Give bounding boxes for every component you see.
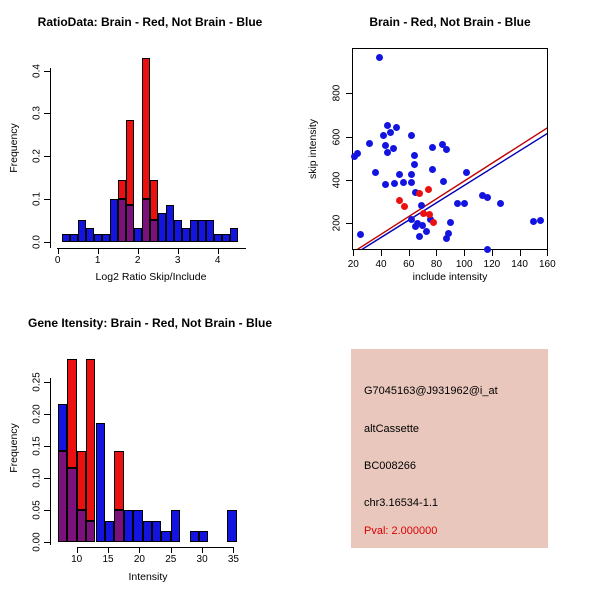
x-axis-line [77, 547, 234, 548]
y-axis-line [50, 68, 51, 248]
hist-bar-blue [199, 531, 208, 542]
x-tick-label: 30 [196, 554, 208, 565]
y-axis-tick [44, 382, 50, 383]
hist-bar-blue [134, 228, 142, 242]
x-tick-label: 35 [227, 554, 239, 565]
hist-bar-overlap [86, 521, 95, 542]
scatter-point-blue [418, 202, 425, 209]
y-tick-label: 0.1 [31, 191, 43, 206]
hist-bar-blue [230, 228, 238, 242]
y-axis-tick [44, 113, 50, 114]
hist-bar-blue [102, 234, 110, 241]
x-axis-tick [464, 250, 465, 256]
scatter-point-blue [461, 200, 468, 207]
hist-bar-overlap [58, 451, 67, 542]
y-axis-tick [346, 223, 352, 224]
x-axis-tick [381, 250, 382, 256]
x-tick-label: 3 [174, 255, 181, 266]
hist-bar-blue [96, 423, 105, 541]
x-axis-tick [178, 248, 179, 254]
hist-bar-blue [94, 234, 102, 241]
info-text: G7045163@J931962@i_at [364, 385, 498, 397]
y-tick-label: 0.3 [31, 106, 43, 121]
info-text: BC008266 [364, 460, 416, 472]
y-axis-tick [346, 137, 352, 138]
scatter-point-blue [411, 152, 418, 159]
hist-bar-blue [86, 228, 94, 242]
hist-bar-blue [161, 531, 170, 542]
info-panel [351, 349, 548, 548]
scatter-point-blue [484, 194, 491, 201]
x-axis-tick [58, 248, 59, 254]
y-tick-label: 0.10 [31, 467, 43, 488]
hist-bar-blue [58, 404, 67, 451]
y-axis-tick [44, 156, 50, 157]
x-axis-tick [77, 547, 78, 553]
hist-bar-blue [171, 510, 180, 542]
y-tick-label: 0.4 [31, 63, 43, 78]
ratio-histogram-title: RatioData: Brain - Red, Not Brain - Blue [37, 15, 263, 29]
x-axis-tick [409, 250, 410, 256]
x-tick-label: 40 [375, 259, 387, 270]
x-axis-tick [138, 248, 139, 254]
x-tick-label: 140 [511, 259, 528, 270]
hist-bar-blue [190, 220, 198, 241]
hist-bar-overlap [126, 205, 134, 241]
scatter-point-blue [408, 179, 415, 186]
y-tick-label: 400 [331, 171, 343, 189]
scatter-point-blue [393, 124, 400, 131]
hist-bar-blue [214, 234, 222, 241]
x-axis-tick [547, 250, 548, 256]
hist-bar-blue [227, 510, 236, 542]
y-axis-line [50, 378, 51, 545]
hist-bar-red [86, 359, 95, 520]
scatter-point-blue [497, 200, 504, 207]
scatter-point-blue [372, 169, 379, 176]
scatter-point-red [396, 197, 403, 204]
hist-bar-blue [166, 205, 174, 241]
x-axis-tick [436, 250, 437, 256]
hist-bar-red [114, 451, 123, 510]
y-tick-label: 0.15 [31, 435, 43, 456]
x-axis-tick [98, 248, 99, 254]
scatter-panel [300, 0, 600, 300]
hist-bar-blue [152, 521, 161, 542]
y-axis-tick [346, 180, 352, 181]
x-tick-label: 60 [403, 259, 415, 270]
x-tick-label: 4 [214, 255, 221, 266]
x-axis-tick [353, 250, 354, 256]
y-tick-label: 600 [331, 128, 343, 145]
y-tick-label: 0.25 [31, 371, 43, 392]
y-tick-label: 0.0 [31, 234, 43, 249]
x-axis-tick [218, 248, 219, 254]
x-axis-tick [139, 547, 140, 553]
y-axis-tick [44, 446, 50, 447]
scatter-point-blue [537, 217, 544, 224]
hist-bar-blue [222, 234, 230, 241]
x-axis-tick [171, 547, 172, 553]
y-axis-tick [346, 93, 352, 94]
scatter-point-blue [357, 231, 364, 238]
ratio-histogram-xlabel: Log2 Ratio Skip/Include [95, 271, 207, 283]
gene-histogram-xlabel: Intensity [128, 571, 168, 583]
hist-bar-blue [110, 199, 118, 242]
gene-histogram-ylabel: Frequency [8, 423, 20, 473]
hist-bar-overlap [150, 220, 158, 241]
x-axis-tick [108, 547, 109, 553]
hist-bar-overlap [77, 510, 86, 542]
hist-bar-blue [105, 521, 114, 542]
hist-bar-red [67, 359, 76, 468]
x-tick-label: 120 [483, 259, 501, 270]
scatter-point-blue [484, 246, 491, 253]
y-axis-tick [44, 542, 50, 543]
x-tick-label: 10 [71, 554, 83, 565]
y-tick-label: 0.2 [31, 149, 43, 164]
y-tick-label: 0.20 [31, 403, 43, 424]
scatter-point-blue [382, 142, 389, 149]
hist-bar-blue [174, 220, 182, 241]
info-text: chr3.16534-1.1 [364, 497, 438, 509]
hist-bar-overlap [67, 468, 76, 542]
x-axis-tick [520, 250, 521, 256]
hist-bar-red [150, 180, 158, 221]
hist-bar-red [126, 120, 134, 206]
hist-bar-blue [143, 521, 152, 542]
hist-bar-overlap [118, 199, 126, 242]
scatter-point-blue [429, 144, 436, 151]
x-tick-label: 0 [54, 255, 61, 266]
x-tick-label: 25 [165, 554, 177, 565]
hist-bar-blue [133, 510, 142, 542]
hist-bar-red [142, 58, 150, 199]
hist-bar-blue [124, 510, 133, 542]
hist-bar-red [77, 451, 86, 510]
ratio-histogram-ylabel: Frequency [8, 123, 20, 173]
gene-histogram-panel [0, 300, 300, 600]
x-tick-label: 20 [133, 554, 145, 565]
scatter-point-blue [454, 200, 461, 207]
pval-text: Pval: 2.000000 [364, 525, 438, 537]
hist-bar-blue [62, 234, 70, 241]
gene-histogram-title: Gene Itensity: Brain - Red, Not Brain - Blue [27, 316, 273, 330]
hist-bar-blue [158, 213, 166, 242]
x-axis-tick [492, 250, 493, 256]
x-tick-label: 20 [347, 259, 359, 270]
x-axis-tick [202, 547, 203, 553]
x-tick-label: 160 [538, 259, 556, 270]
scatter-xlabel: include intensity [412, 271, 488, 283]
scatter-point-blue [382, 181, 389, 188]
y-tick-label: 0.00 [31, 531, 43, 552]
hist-bar-blue [198, 220, 206, 241]
x-tick-label: 100 [455, 259, 473, 270]
x-tick-label: 15 [102, 554, 114, 565]
y-tick-label: 800 [331, 84, 343, 102]
scatter-point-blue [440, 178, 447, 185]
y-axis-tick [44, 510, 50, 511]
y-axis-tick [44, 414, 50, 415]
x-tick-label: 80 [430, 259, 443, 270]
x-axis-tick [233, 547, 234, 553]
y-axis-tick [44, 71, 50, 72]
y-tick-label: 0.05 [31, 499, 43, 520]
y-axis-tick [44, 242, 50, 243]
scatter-point-blue [400, 179, 407, 186]
x-tick-label: 1 [94, 255, 101, 266]
hist-bar-red [118, 180, 126, 199]
info-text: altCassette [364, 423, 420, 435]
hist-bar-blue [78, 220, 86, 241]
ratio-histogram-panel [0, 0, 300, 300]
scatter-point-blue [443, 146, 450, 153]
y-axis-tick [44, 199, 50, 200]
hist-bar-overlap [114, 510, 123, 542]
x-tick-label: 2 [134, 255, 141, 266]
hist-bar-blue [190, 531, 199, 542]
hist-bar-blue [206, 220, 214, 241]
hist-bar-blue [182, 228, 190, 242]
scatter-ylabel: skip intensity [307, 118, 319, 180]
y-tick-label: 200 [331, 214, 343, 232]
y-axis-tick [44, 478, 50, 479]
hist-bar-overlap [142, 199, 150, 242]
scatter-title: Brain - Red, Not Brain - Blue [369, 15, 531, 29]
hist-bar-blue [70, 234, 78, 241]
